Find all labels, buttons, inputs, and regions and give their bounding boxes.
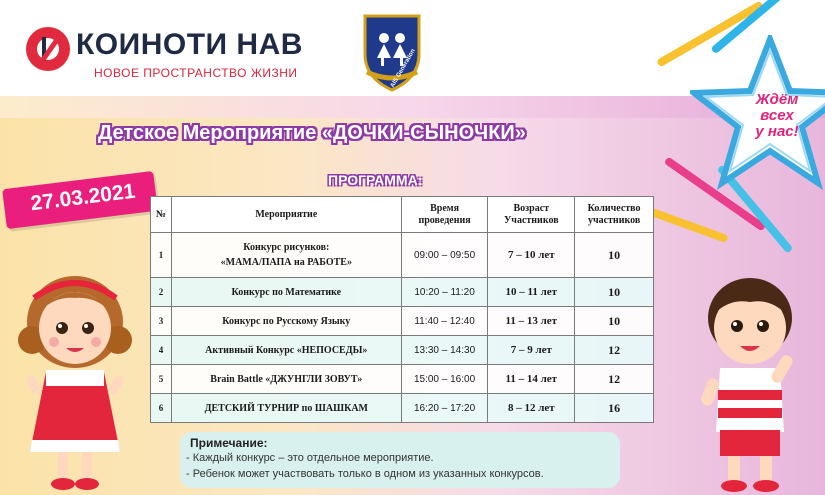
row-num: 2 — [151, 278, 172, 307]
table-row — [151, 278, 654, 307]
header-num: № — [151, 197, 172, 233]
row-name: Конкурс по Математике — [171, 278, 401, 307]
decor-streak — [641, 205, 728, 243]
table-row — [151, 233, 654, 278]
row-age: 7 – 10 лет — [488, 233, 575, 278]
row-count: 12 — [575, 336, 654, 365]
program-heading: ПРОГРАММА: — [328, 172, 423, 188]
row-count: 10 — [575, 278, 654, 307]
table-row — [151, 365, 654, 394]
row-time: 15:00 – 16:00 — [401, 365, 488, 394]
row-count: 16 — [575, 394, 654, 423]
row-name: Конкурс по Русскому Языку — [171, 307, 401, 336]
header-name: Мероприятие — [171, 197, 401, 233]
star-badge-line1: Ждём — [755, 91, 799, 108]
table-header-row — [151, 197, 654, 233]
row-name: Активный Конкурс «НЕПОСЕДЫ» — [171, 336, 401, 365]
row-time: 10:20 – 11:20 — [401, 278, 488, 307]
row-num: 5 — [151, 365, 172, 394]
row-age: 10 – 11 лет — [488, 278, 575, 307]
note-title: Примечание: — [190, 436, 268, 450]
emblem-label — [359, 12, 425, 92]
row-num: 3 — [151, 307, 172, 336]
row-count: 10 — [575, 233, 654, 278]
event-title: Детское Мероприятие «ДОЧКИ-СЫНОЧКИ» — [98, 122, 526, 144]
header-age: Возраст Участников — [488, 197, 575, 233]
note-line: - Каждый конкурс – это отдельное мероприятие. — [186, 452, 434, 464]
table-row — [151, 307, 654, 336]
row-name: ДЕТСКИЙ ТУРНИР по ШАШКАМ — [171, 394, 401, 423]
emblem-text: AIS Generation — [389, 48, 417, 89]
table-row — [151, 394, 654, 423]
row-num: 1 — [151, 233, 172, 278]
header-count: Количество участников — [575, 197, 654, 233]
row-time: 09:00 – 09:50 — [401, 233, 488, 278]
brand-tagline: НОВОЕ ПРОСТРАНСТВО ЖИЗНИ — [94, 66, 298, 80]
row-num: 4 — [151, 336, 172, 365]
boy-illustration-icon — [690, 262, 810, 494]
star-badge-line2: всех — [760, 107, 794, 124]
row-name: Конкурс рисунков: «МАМА/ПАПА на РАБОТЕ» — [171, 233, 401, 278]
table-row — [151, 336, 654, 365]
header-time: Время проведения — [401, 197, 488, 233]
star-badge-text — [722, 92, 825, 140]
row-age: 11 – 13 лет — [488, 307, 575, 336]
row-time: 16:20 – 17:20 — [401, 394, 488, 423]
row-age: 8 – 12 лет — [488, 394, 575, 423]
row-count: 10 — [575, 307, 654, 336]
program-table — [150, 196, 654, 423]
row-age: 11 – 14 лет — [488, 365, 575, 394]
event-date: 27.03.2021 — [29, 179, 137, 216]
note-line: - Ребенок может участвовать только в одном из указанных конкурсов. — [186, 468, 544, 480]
brand-name: КОИНОТИ НАВ — [76, 28, 303, 61]
row-num: 6 — [151, 394, 172, 423]
row-time: 11:40 – 12:40 — [401, 307, 488, 336]
row-time: 13:30 – 14:30 — [401, 336, 488, 365]
star-badge-line3: у нас! — [755, 123, 799, 140]
brand-logo-icon — [26, 27, 70, 71]
row-age: 7 – 9 лет — [488, 336, 575, 365]
row-count: 12 — [575, 365, 654, 394]
row-name: Brain Battle «ДЖУНГЛИ ЗОВУТ» — [171, 365, 401, 394]
girl-illustration-icon — [10, 262, 140, 494]
